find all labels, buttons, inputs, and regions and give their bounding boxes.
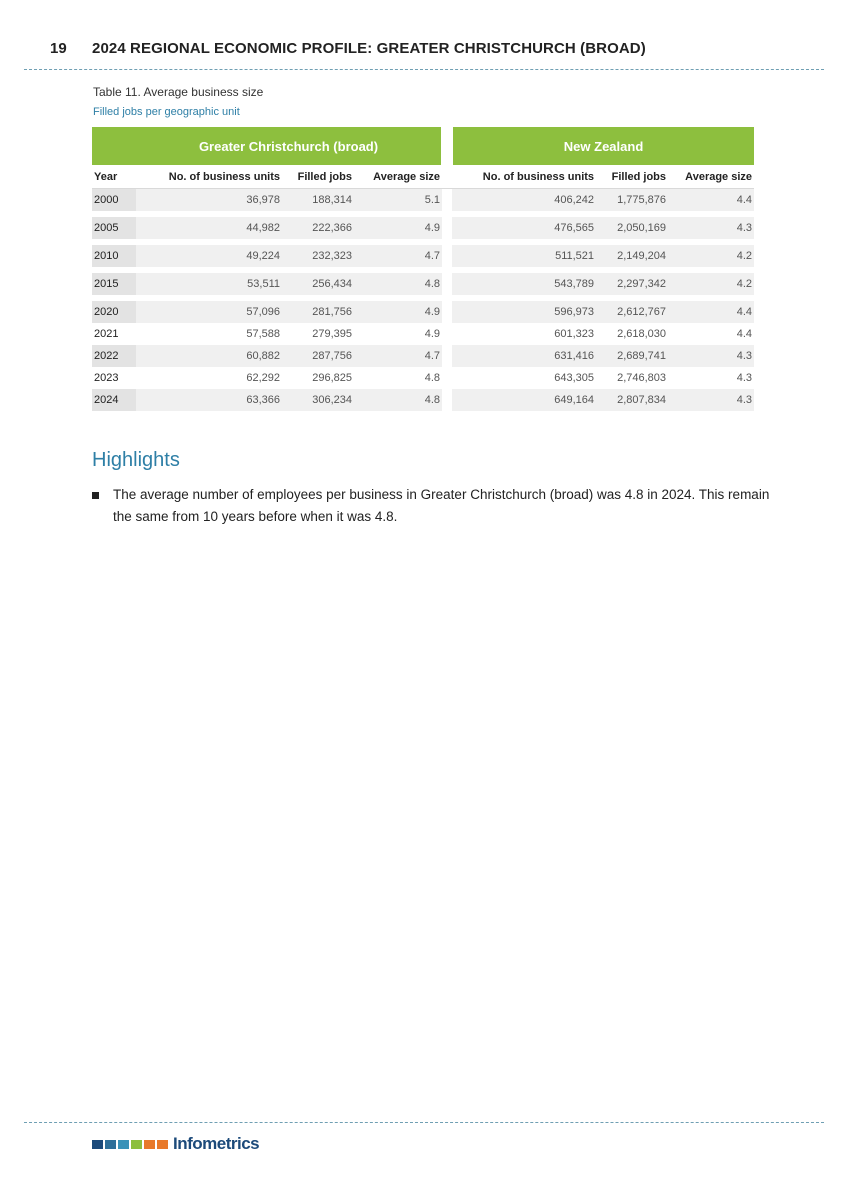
cell-separator [442,217,452,239]
cell-gc-jobs: 306,234 [282,389,354,411]
cell-nz-avg: 4.4 [668,189,754,212]
table-caption: Table 11. Average business size [93,85,264,99]
cell-gc-units: 57,588 [246,328,280,340]
table-row [92,323,754,345]
highlight-text: The average number of employees per business in Greater Christchurch (broad) was 4.8 in 2024. This remain the same from 10 years before when it was 4.8. [113,487,770,524]
group-header-row [92,127,754,165]
cell-gc-jobs: 222,366 [282,217,354,239]
table-row [92,273,754,295]
cell-year: 2023 [94,372,119,384]
cell-separator [442,301,452,323]
logo-square [92,1140,103,1149]
logo-square [105,1140,116,1149]
col-header-year: Year [92,165,136,189]
cell-year: 2005 [92,217,136,239]
cell-gc-jobs: 287,756 [282,345,354,367]
cell-gc-units: 62,292 [246,372,280,384]
cell-gc-avg: 4.9 [424,328,441,340]
cell-nz-avg: 4.4 [668,301,754,323]
cell-gc-jobs: 279,395 [312,328,352,340]
cell-year: 2021 [94,328,119,340]
cell-separator [442,345,452,367]
page-number: 19 [50,40,67,57]
table-row [92,217,754,239]
cell-nz-jobs: 2,746,803 [617,372,667,384]
col-header-nz-units: No. of business units [452,165,596,189]
cell-separator [442,245,452,267]
bullet-square-icon [92,492,99,499]
cell-nz-units: 643,305 [554,372,595,384]
cell-gc-jobs: 296,825 [312,372,352,384]
cell-nz-units: 476,565 [452,217,596,239]
group-header-new-zealand: New Zealand [452,127,754,165]
col-header-gc-jobs: Filled jobs [282,165,354,189]
cell-nz-jobs: 2,807,834 [596,389,668,411]
col-header-gc-avg: Average size [354,165,442,189]
cell-separator [442,389,452,411]
table-subcaption: Filled jobs per geographic unit [93,106,240,118]
col-header-gc-units: No. of business units [136,165,282,189]
cell-gc-units: 53,511 [136,273,282,295]
cell-separator [442,367,452,389]
cell-nz-units: 511,521 [452,245,596,267]
cell-nz-avg: 4.2 [668,245,754,267]
cell-separator [442,323,452,345]
cell-gc-jobs: 232,323 [282,245,354,267]
page-title: 2024 REGIONAL ECONOMIC PROFILE: GREATER CHRISTCHURCH (BROAD) [92,40,646,57]
col-header-separator [442,165,452,189]
cell-gc-avg: 4.9 [354,217,442,239]
cell-nz-jobs: 2,297,342 [596,273,668,295]
logo-text: Infometrics [173,1134,260,1153]
cell-gc-units: 63,366 [136,389,282,411]
footer-divider [24,1122,824,1123]
cell-year: 2010 [92,245,136,267]
logo-square [157,1140,168,1149]
cell-gc-units: 36,978 [136,189,282,212]
cell-year: 2020 [92,301,136,323]
cell-nz-avg: 4.4 [736,328,753,340]
header-divider [24,69,824,70]
highlights-heading: Highlights [92,449,180,471]
cell-gc-avg: 5.1 [354,189,442,212]
cell-gc-jobs: 281,756 [282,301,354,323]
group-separator [442,127,452,165]
column-header-row [92,165,754,189]
cell-nz-units: 543,789 [452,273,596,295]
page-header [28,40,823,62]
cell-nz-jobs: 2,149,204 [596,245,668,267]
cell-nz-units: 601,323 [554,328,595,340]
cell-nz-avg: 4.3 [668,217,754,239]
cell-gc-avg: 4.8 [424,372,441,384]
logo-square [131,1140,142,1149]
cell-gc-avg: 4.8 [354,389,442,411]
highlight-item [92,484,772,528]
table-row [92,245,754,267]
cell-separator [442,189,452,212]
group-header-blank [92,127,136,165]
cell-nz-units: 649,164 [452,389,596,411]
group-header-greater-christchurch: Greater Christchurch (broad) [136,127,442,165]
logo-square [144,1140,155,1149]
cell-gc-units: 60,882 [136,345,282,367]
cell-nz-units: 406,242 [452,189,596,212]
business-size-table [92,127,754,411]
cell-gc-avg: 4.7 [354,245,442,267]
table-row [92,389,754,411]
table-row [92,345,754,367]
table-row [92,367,754,389]
cell-gc-units: 49,224 [136,245,282,267]
cell-nz-jobs: 2,618,030 [617,328,667,340]
cell-gc-units: 57,096 [136,301,282,323]
cell-gc-avg: 4.9 [354,301,442,323]
table-row [92,301,754,323]
cell-nz-avg: 4.3 [736,372,753,384]
cell-gc-jobs: 188,314 [282,189,354,212]
cell-nz-units: 631,416 [452,345,596,367]
cell-year: 2022 [92,345,136,367]
logo-squares-icon [92,1140,168,1149]
cell-nz-avg: 4.3 [668,345,754,367]
cell-year: 2000 [92,189,136,212]
cell-gc-avg: 4.7 [354,345,442,367]
col-header-nz-avg: Average size [668,165,754,189]
col-header-nz-jobs: Filled jobs [596,165,668,189]
cell-year: 2015 [92,273,136,295]
cell-nz-avg: 4.2 [668,273,754,295]
cell-nz-avg: 4.3 [668,389,754,411]
cell-year: 2024 [92,389,136,411]
cell-gc-units: 44,982 [136,217,282,239]
cell-nz-jobs: 1,775,876 [596,189,668,212]
logo-square [118,1140,129,1149]
cell-gc-jobs: 256,434 [282,273,354,295]
cell-separator [442,273,452,295]
cell-gc-avg: 4.8 [354,273,442,295]
table-row [92,189,754,212]
cell-nz-units: 596,973 [452,301,596,323]
cell-nz-jobs: 2,612,767 [596,301,668,323]
cell-nz-jobs: 2,050,169 [596,217,668,239]
cell-nz-jobs: 2,689,741 [596,345,668,367]
